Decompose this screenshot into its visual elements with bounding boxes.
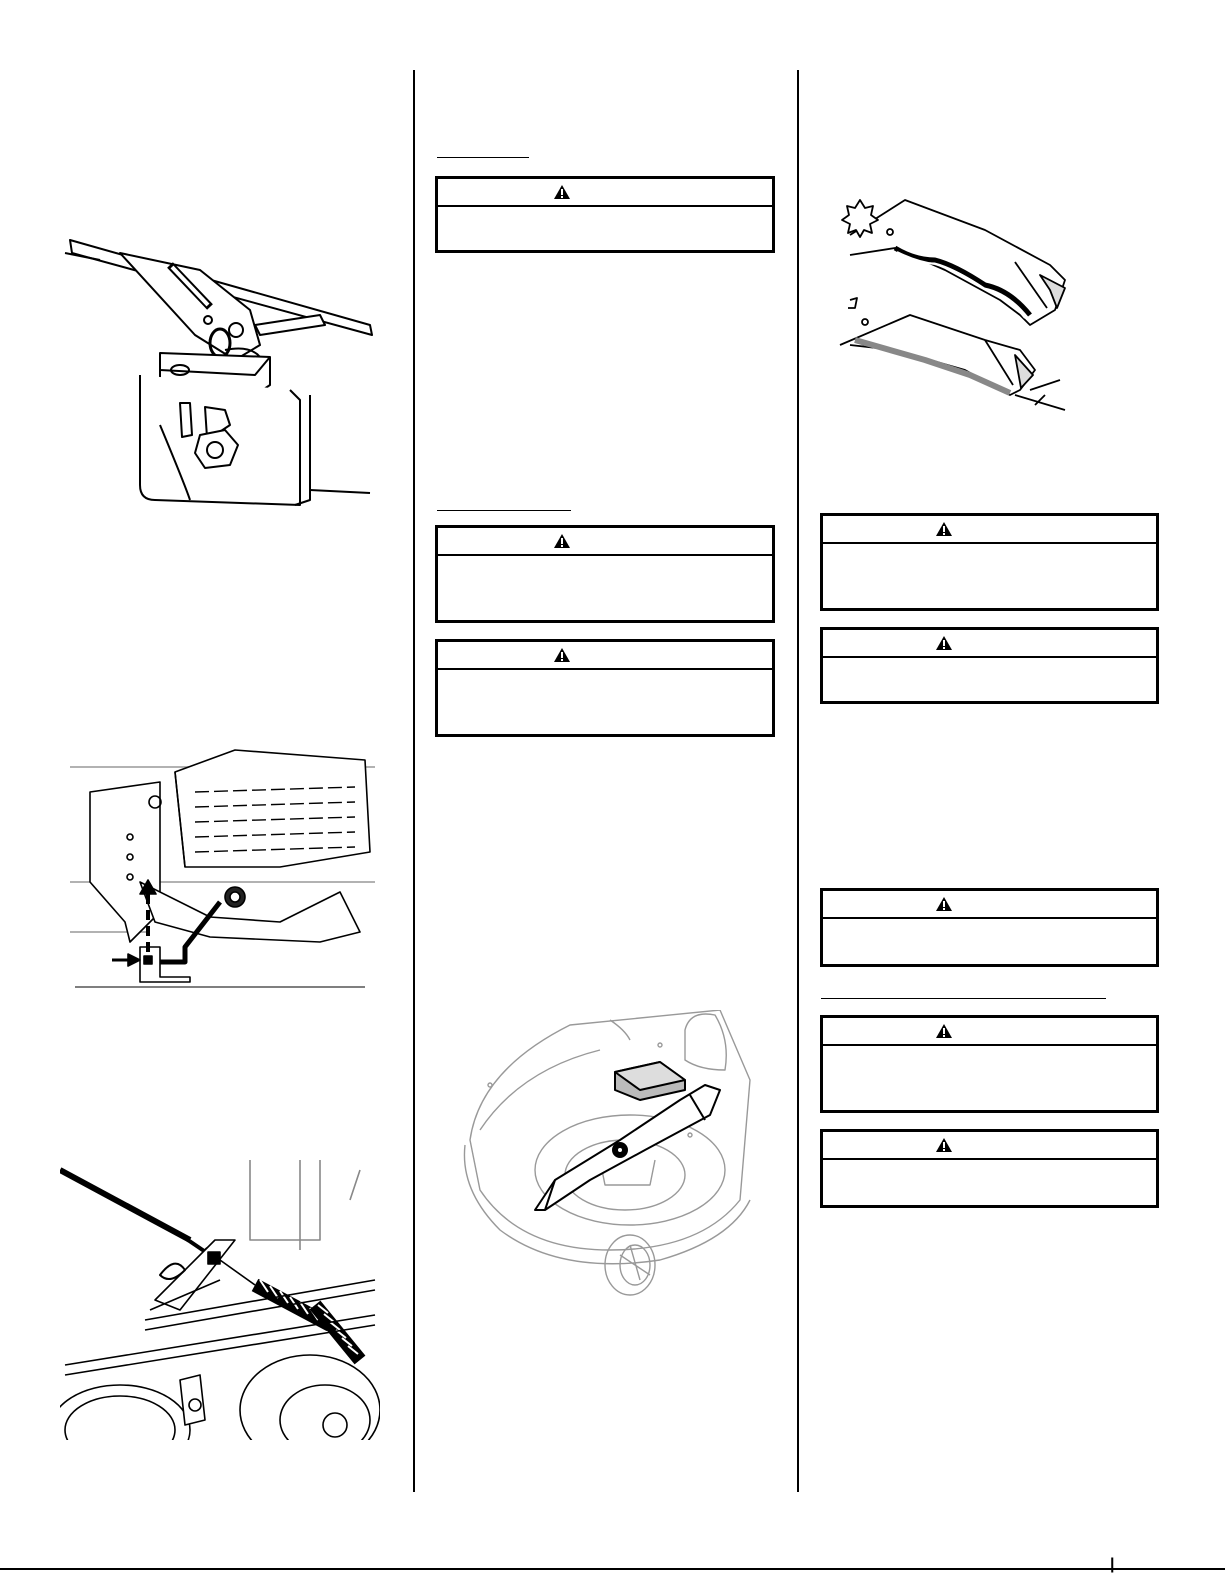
section-heading-underline-3 — [821, 998, 1106, 999]
warning-header — [438, 642, 772, 670]
warning-triangle-icon — [553, 647, 571, 663]
warning-triangle-icon — [935, 896, 953, 912]
warning-box-7 — [820, 1015, 1159, 1113]
warning-header — [438, 528, 772, 556]
warning-triangle-icon — [935, 1137, 953, 1153]
page-footer-rule — [0, 1568, 1225, 1570]
warning-triangle-icon — [553, 184, 571, 200]
warning-header — [438, 179, 772, 207]
figure-deck-hanger-bracket — [60, 225, 380, 510]
warning-box-6 — [820, 888, 1159, 967]
page-number-marker: | — [1110, 1556, 1115, 1573]
warning-box-4 — [820, 513, 1159, 611]
warning-header — [823, 1132, 1156, 1160]
warning-header — [823, 630, 1156, 658]
warning-triangle-icon — [553, 533, 571, 549]
figure-blade-wear-comparison — [835, 190, 1070, 435]
figure-deck-lift-link — [70, 742, 380, 997]
warning-triangle-icon — [935, 521, 953, 537]
warning-box-1 — [435, 176, 775, 253]
figure-deck-blade-removal — [460, 1010, 760, 1305]
warning-box-8 — [820, 1129, 1159, 1208]
warning-header — [823, 516, 1156, 544]
warning-header — [823, 1018, 1156, 1046]
warning-header — [823, 891, 1156, 919]
warning-triangle-icon — [935, 1023, 953, 1039]
section-heading-underline-2 — [437, 510, 571, 511]
warning-box-2 — [435, 525, 775, 623]
warning-box-3 — [435, 639, 775, 737]
column-divider-left — [413, 70, 415, 1492]
figure-cable-spring-assembly — [60, 1160, 380, 1440]
warning-box-5 — [820, 627, 1159, 704]
section-heading-underline-1 — [437, 157, 529, 158]
warning-triangle-icon — [935, 635, 953, 651]
column-divider-right — [797, 70, 799, 1492]
